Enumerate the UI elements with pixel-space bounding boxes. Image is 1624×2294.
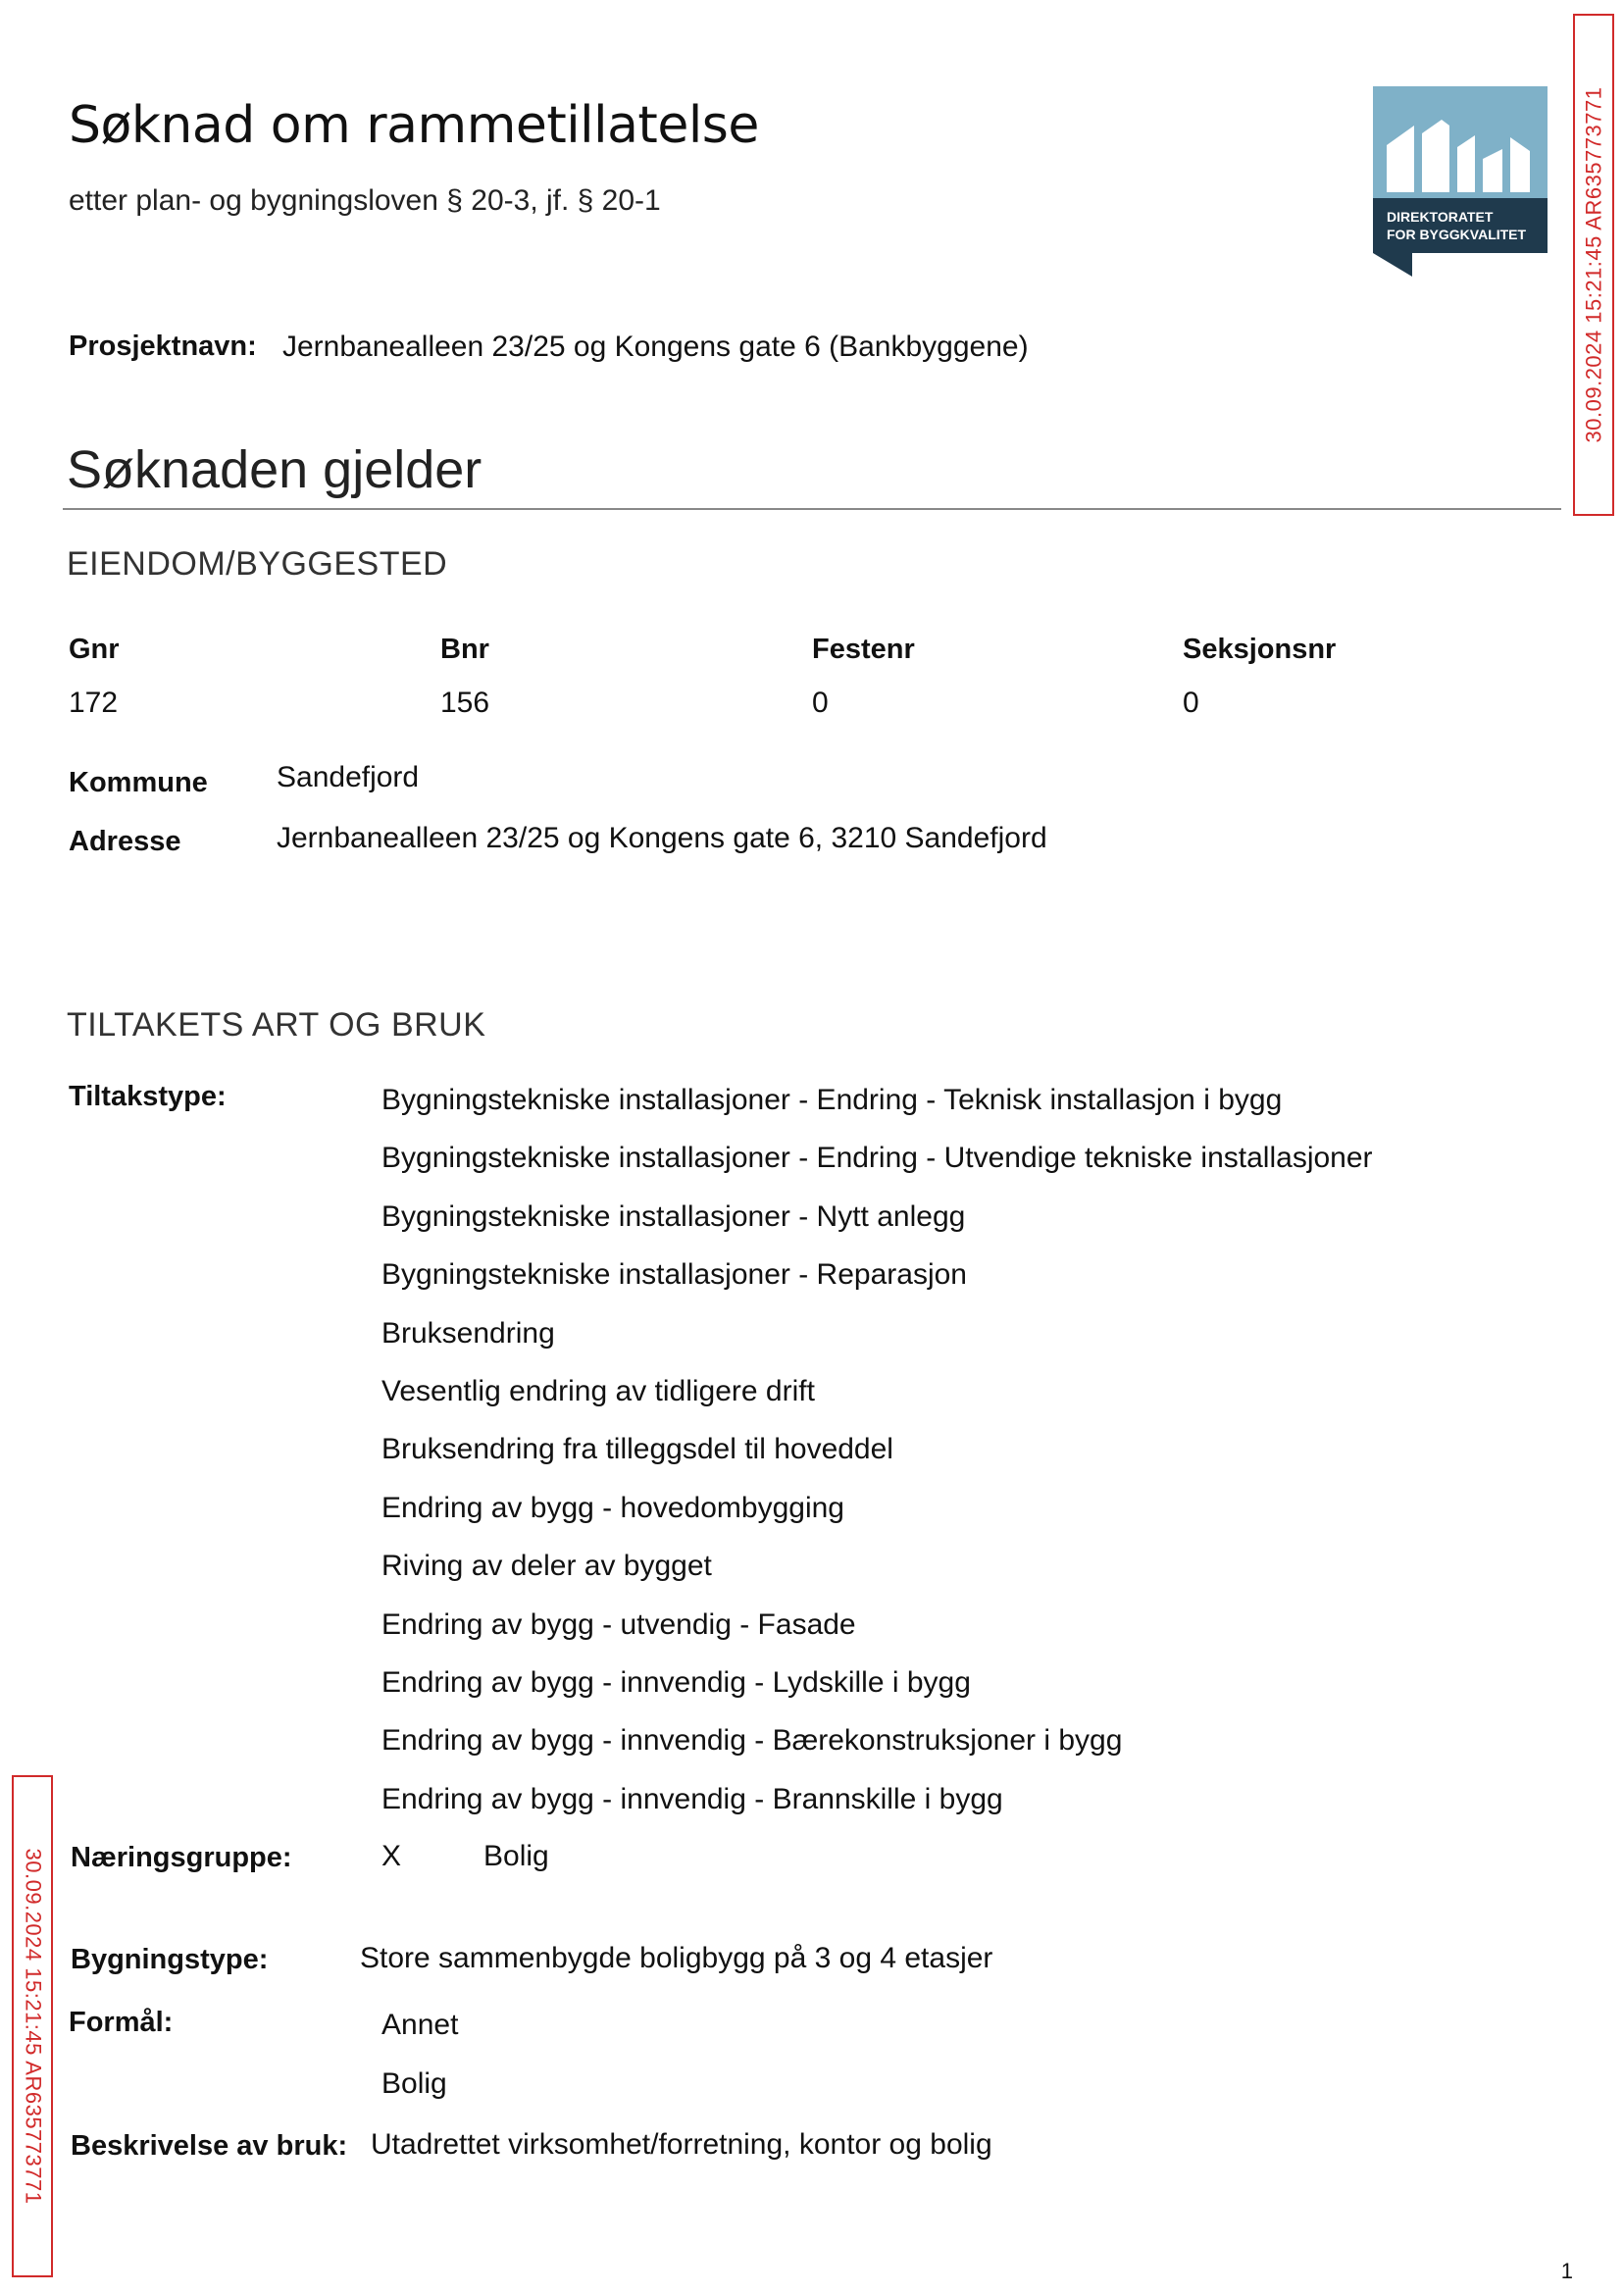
bygningstype-label: Bygningstype: [71,1944,269,1975]
property-heading: EIENDOM/BYGGESTED [67,545,448,583]
bygningstype-value: Store sammenbygde boligbygg på 3 og 4 etasjer [360,1942,993,1974]
page-title: Søknad om rammetillatelse [69,96,759,155]
list-item: Endring av bygg - innvendig - Lydskille i bygg [381,1665,971,1699]
page-number: 1 [1560,2259,1573,2283]
formal-value-2: Bolig [381,2067,447,2100]
kommune-value: Sandefjord [277,761,420,793]
project-name-value: Jernbanealleen 23/25 og Kongens gate 6 (Bankbyggene) [282,331,1029,363]
project-name-label: Prosjektnavn: [69,331,257,362]
adresse-label: Adresse [69,826,181,857]
dibk-logo-graphic [1373,86,1548,277]
list-item: Bygningstekniske installasjoner - Reparasjon [381,1258,967,1292]
seksjonsnr-value: 0 [1183,687,1199,719]
gnr-value: 172 [69,687,119,719]
list-item: Bygningstekniske installasjoner - Endring - Utvendige tekniske installasjoner [381,1142,1373,1175]
list-item: Endring av bygg - innvendig - Bærekonstruksjoner i bygg [381,1724,1123,1758]
naeringsgruppe-code: X [381,1840,402,1872]
tiltak-heading: TILTAKETS ART OG BRUK [67,1006,486,1044]
section-divider [63,508,1561,510]
list-item: Bygningstekniske installasjoner - Nytt anlegg [381,1199,966,1233]
archive-stamp-bottom [12,1775,53,2277]
archive-stamp-top [1573,14,1614,516]
list-item: Bruksendring fra tilleggsdel til hoveddel [381,1433,893,1466]
list-item: Bruksendring [381,1316,555,1350]
list-item: Bygningstekniske installasjoner - Endring - Teknisk installasjon i bygg [381,1084,1283,1116]
list-item: Endring av bygg - utvendig - Fasade [381,1607,856,1641]
stamp-text: 30.09.2024 15:21:45 AR635773771 [21,1848,45,2205]
list-item: Endring av bygg - hovedombygging [381,1491,844,1524]
page-subtitle: etter plan- og bygningsloven § 20-3, jf. § 20-1 [69,184,661,217]
bnr-label: Bnr [440,634,489,665]
formal-label: Formål: [69,2007,174,2038]
logo-text-line1: DIREKTORATET [1387,209,1494,225]
seksjonsnr-label: Seksjonsnr [1183,634,1337,665]
stamp-text: 30.09.2024 15:21:45 AR635773771 [1581,86,1605,443]
festenr-value: 0 [812,687,829,719]
gnr-label: Gnr [69,634,120,665]
naeringsgruppe-value: Bolig [483,1840,549,1872]
section-title: Søknaden gjelder [67,440,482,499]
list-item: Endring av bygg - innvendig - Brannskille i bygg [381,1782,1003,1815]
beskrivelse-value: Utadrettet virksomhet/forretning, kontor og bolig [371,2128,992,2161]
bnr-value: 156 [440,687,490,719]
list-item: Vesentlig endring av tidligere drift [381,1374,815,1407]
logo-text-line2: FOR BYGGKVALITET [1387,227,1527,242]
tiltakstype-label: Tiltakstype: [69,1081,227,1112]
kommune-label: Kommune [69,767,208,798]
dibk-logo [1373,86,1548,277]
tiltakstype-list [381,1081,1373,1838]
naeringsgruppe-label: Næringsgruppe: [71,1842,292,1873]
formal-value-1: Annet [381,2009,459,2041]
list-item: Riving av deler av bygget [381,1550,712,1583]
festenr-label: Festenr [812,634,915,665]
adresse-value: Jernbanealleen 23/25 og Kongens gate 6, 3210 Sandefjord [277,822,1047,854]
beskrivelse-label: Beskrivelse av bruk: [71,2130,348,2162]
